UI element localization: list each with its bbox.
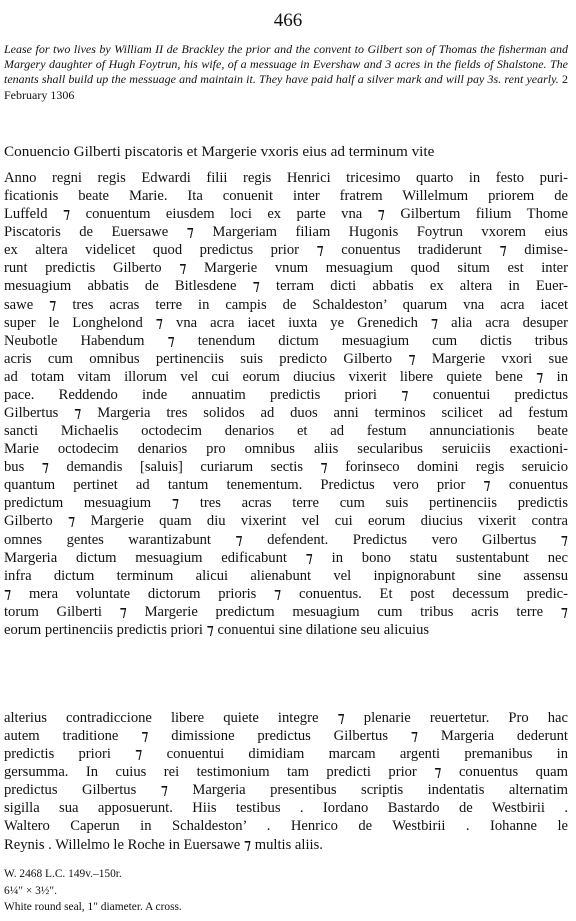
body-line: ad totam vitam illorum vel cui eorum diucius vixerit libere quiete bene ⁊ in (4, 368, 568, 385)
body-line: Waltero Caperun in Schaldeston’ . Henrico de Westbirii . Iohanne le (4, 818, 568, 835)
note-dimensions: 6¼″ × 3½″. (4, 884, 57, 897)
body-line: Gilbertus ⁊ Margeria tres solidos ad duos anni terminos scilicet ad festum (4, 405, 568, 422)
note-seal: White round seal, 1″ diameter. A cross. (4, 901, 182, 913)
body-line: torum Gilberti ⁊ Margerie predictum mesuagium cum tribus acris terre ⁊ (4, 603, 568, 620)
charter-summary (4, 42, 568, 103)
body-line: sancti Michaelis octodecim denarios et ad festum annunciationis beate (4, 423, 568, 440)
charter-body (4, 169, 568, 639)
body-line: sawe ⁊ tres acras terre in campis de Schaldeston’ quarum vna acra iacet (4, 296, 568, 313)
body-line: Luffeld ⁊ conuentum eiusdem loci ex parte vna ⁊ Gilbertum filium Thome (4, 206, 568, 223)
summary-date: 2 February 1306 (4, 72, 569, 102)
body-line: Marie octodecim denarios pro omnibus aliis secularibus seruiciis exactioni- (4, 441, 568, 458)
body-line: ficationis beate Marie. Ita conuenit inter fratrem Willelmum priorem de (4, 188, 568, 205)
body-line: ex altera videlicet quod predictus prior ⁊ conuentus tradiderunt ⁊ dimise- (4, 242, 568, 259)
body-line: runt predictis Gilberto ⁊ Margerie vnum mesuagium quod situm est inter (4, 260, 568, 277)
body-line: predictum mesuagium ⁊ tres acras terre cum suis pertinenciis predictis (4, 495, 568, 512)
body-line: pace. Reddendo inde annuatim predictis priori ⁊ conuentui predictus (4, 386, 568, 403)
body-line: omnes gentes warantizabunt ⁊ defendent. Predictus vero Gilbertus ⁊ (4, 531, 568, 548)
body-line: ⁊ mera voluntate dictorum prioris ⁊ conuentus. Et post decessum predic- (4, 585, 568, 602)
note-reference: W. 2468 L.C. 149v.–150r. (4, 868, 122, 880)
body-line: Neubotle Habendum ⁊ tenendum dictum mesuagium cum dictis tribus (4, 332, 568, 349)
summary-text: Lease for two lives by William II de Brackley the prior and the convent to Gilbert son of Thomas the fisherman and Margery daughter of Hugh Foytrun, his wife, of a messuage in Evershaw and 3 acres in the fields of Shalstone. The tenants shall build up the messuage and maintain it. They have paid half a silver mark and will pay 3s. rent yearly. (4, 42, 568, 87)
body-line: super le Longhelond ⁊ vna acra iacet iuxta ye Grenedich ⁊ alia acra desuper (4, 314, 568, 331)
body-line: Piscatoris de Euersawe ⁊ Margeriam filiam Hugonis Foytrun vxorem eius (4, 224, 568, 241)
body-line: infra dictum terminum alicui alienabunt vel inpignorabunt sine assensu (4, 567, 568, 584)
body-line: mesuagium abbatis de Bitlesdene ⁊ terram dicti abbatis ex altera in Euer- (4, 278, 568, 295)
body-line: bus ⁊ demandis [saluis] curiarum sectis ⁊ forinseco domini regis seruicio (4, 459, 568, 476)
body-line: alterius contradiccione libere quiete integre ⁊ plenarie reuertetur. Pro hac (4, 710, 568, 726)
charter-body-continued (4, 709, 568, 854)
body-line: autem traditione ⁊ dimissione predictus Gilbertus ⁊ Margeria dederunt (4, 728, 568, 745)
page-number: 466 (273, 10, 303, 31)
body-line: predictis priori ⁊ conuentui dimidiam marcam argenti premanibus in (4, 746, 568, 763)
body-line: predictus Gilbertus ⁊ Margeria presentibus scriptis indentatis alternatim (4, 782, 568, 799)
body-line: Margeria dictum mesuagium edificabunt ⁊ in bono statu sustentabunt nec (4, 549, 568, 566)
body-line: sigilla sua apposuerunt. Hiis testibus . Iordano Bastardo de Westbirii . (4, 800, 568, 817)
body-line: Reynis . Willelmo le Roche in Euersawe ⁊ multis aliis. (4, 836, 323, 853)
charter-notes (4, 866, 568, 916)
body-line: Gilberto ⁊ Margerie quam diu vixerint vel cui eorum diucius vixerit contra (4, 513, 568, 530)
body-line: Anno regni regis Edwardi filii regis Henrici tricesimo quarto in festo puri- (4, 170, 568, 186)
charter-heading: Conuencio Gilberti piscatoris et Margerie vxoris eius ad terminum vite (4, 143, 435, 160)
body-line: quantum pertinet ad tantum tenementum. Predictus vero prior ⁊ conuentus (4, 477, 568, 494)
body-line: eorum pertinenciis predictis priori ⁊ conuentui sine dilatione seu alicuius (4, 621, 430, 638)
body-line: acris cum omnibus pertinenciis suis predicto Gilberto ⁊ Margerie vxori sue (4, 350, 568, 367)
body-line: gersumma. In cuius rei testimonium tam predicti prior ⁊ conuentus quam (4, 764, 568, 781)
